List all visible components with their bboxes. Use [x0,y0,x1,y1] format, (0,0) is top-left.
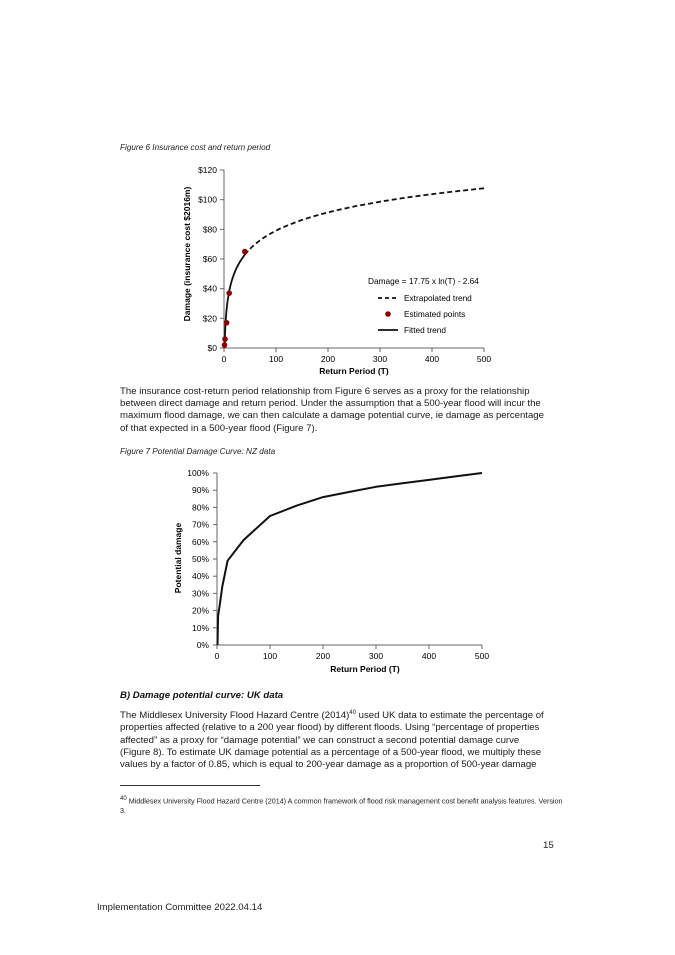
y-tick-label: $60 [202,254,217,264]
y-tick-label: 0% [196,640,209,650]
estimated-point [242,249,248,255]
potential-damage-chart [150,462,510,682]
paragraph-text: The Middlesex University Flood Hazard Centre (2014) [120,710,350,722]
footnote [120,794,565,816]
legend-estimated-marker [385,311,391,317]
paragraph-line: affected” as a proxy for “damage potential” we can construct a second potential damage curve [120,734,520,746]
page-number: 15 [543,840,554,851]
paragraph-line: maximum flood damage, we can then calculate a damage potential curve, ie damage as percentage [120,410,544,422]
x-tick-label: 200 [320,354,336,364]
x-tick-label: 200 [315,651,331,661]
x-tick-label: 0 [214,651,220,661]
y-tick-label: $80 [202,224,217,235]
y-tick-label: 10% [191,622,209,633]
paragraph-line: of that expected in a 500-year flood (Figure 7). [120,422,318,434]
estimated-point [226,290,232,296]
paragraph-line: The insurance cost-return period relationship from Figure 6 serves as a proxy for the relationship [120,386,530,397]
y-axis-label: Potential damage [173,522,183,594]
y-tick-label: 100% [187,468,209,478]
legend-fitted-label: Fitted trend [404,325,446,335]
x-tick-label: 0 [221,354,227,364]
y-tick-label: 70% [191,519,209,530]
paragraph-line: properties affected (relative to a 200 year flood) by different floods. Using “percentage of properties [120,722,540,734]
footnote-number: 40 [120,796,127,802]
x-tick-label: 400 [424,354,440,364]
x-axis-label: Return Period (T) [330,664,400,674]
x-axis-label: Return Period (T) [319,366,389,376]
x-tick-label: 500 [474,651,490,661]
section-heading-uk-data: B) Damage potential curve: UK data [120,690,284,701]
figure-7-caption: Figure 7 Potential Damage Curve: NZ data [120,447,276,456]
x-tick-label: 100 [262,651,278,661]
y-tick-label: 80% [191,502,209,513]
y-tick-label: 50% [191,554,209,564]
y-tick-label: $120 [198,165,217,175]
extrapolated-trend-line [245,188,484,255]
y-tick-label: $20 [202,313,217,324]
x-tick-label: 300 [368,651,384,661]
paragraph-line [120,707,560,722]
x-tick-label: 100 [268,354,284,364]
y-tick-label: 30% [191,588,209,599]
potential-damage-line [218,473,483,645]
footnote-reference[interactable]: 40 [349,710,356,716]
paragraph-insurance-relationship [120,386,560,435]
legend-estimated-label: Estimated points [404,309,466,319]
estimated-point [224,320,230,326]
paragraph-line: values by a factor of 0.85, which is equal to 200-year damage as a proportion of 500-year damage [120,759,537,770]
y-tick-label: $100 [198,194,217,205]
estimated-point [222,336,228,342]
y-tick-label: $0 [207,343,217,353]
y-tick-label: 40% [191,571,209,582]
y-tick-label: 60% [191,536,209,547]
footnote-text: Middlesex University Flood Hazard Centre (2014) A common framework of flood risk management cost benefit analysis features. Version 3. [120,796,563,816]
insurance-cost-chart [150,160,510,380]
page-footer: Implementation Committee 2022.04.14 [97,902,263,913]
footnote-divider [120,785,260,786]
fitted-trend-line [225,255,245,348]
paragraph-line: between direct damage and return period. Under the assumption that a 500-year flood will incur the [120,398,541,410]
x-tick-label: 500 [476,354,492,364]
paragraph-line: (Figure 8). To estimate UK damage potential as a percentage of a 500-year flood, we multiply these [120,746,542,758]
paragraph-uk-damage-curve [120,707,560,771]
y-tick-label: $40 [202,283,217,294]
y-tick-label: 90% [191,485,209,496]
y-axis-label: Damage (insurance cost $2016m) [182,186,192,322]
figure-6-caption: Figure 6 Insurance cost and return period [120,143,271,152]
paragraph-text: used UK data to estimate the percentage of [358,710,544,722]
y-tick-label: 20% [191,605,209,616]
equation-label: Damage = 17.75 x ln(T) - 2.64 [368,276,479,286]
x-tick-label: 300 [372,354,388,364]
chart-legend [378,293,472,335]
estimated-point [222,342,228,348]
legend-extrapolated-label: Extrapolated trend [404,293,472,303]
x-tick-label: 400 [421,651,437,661]
